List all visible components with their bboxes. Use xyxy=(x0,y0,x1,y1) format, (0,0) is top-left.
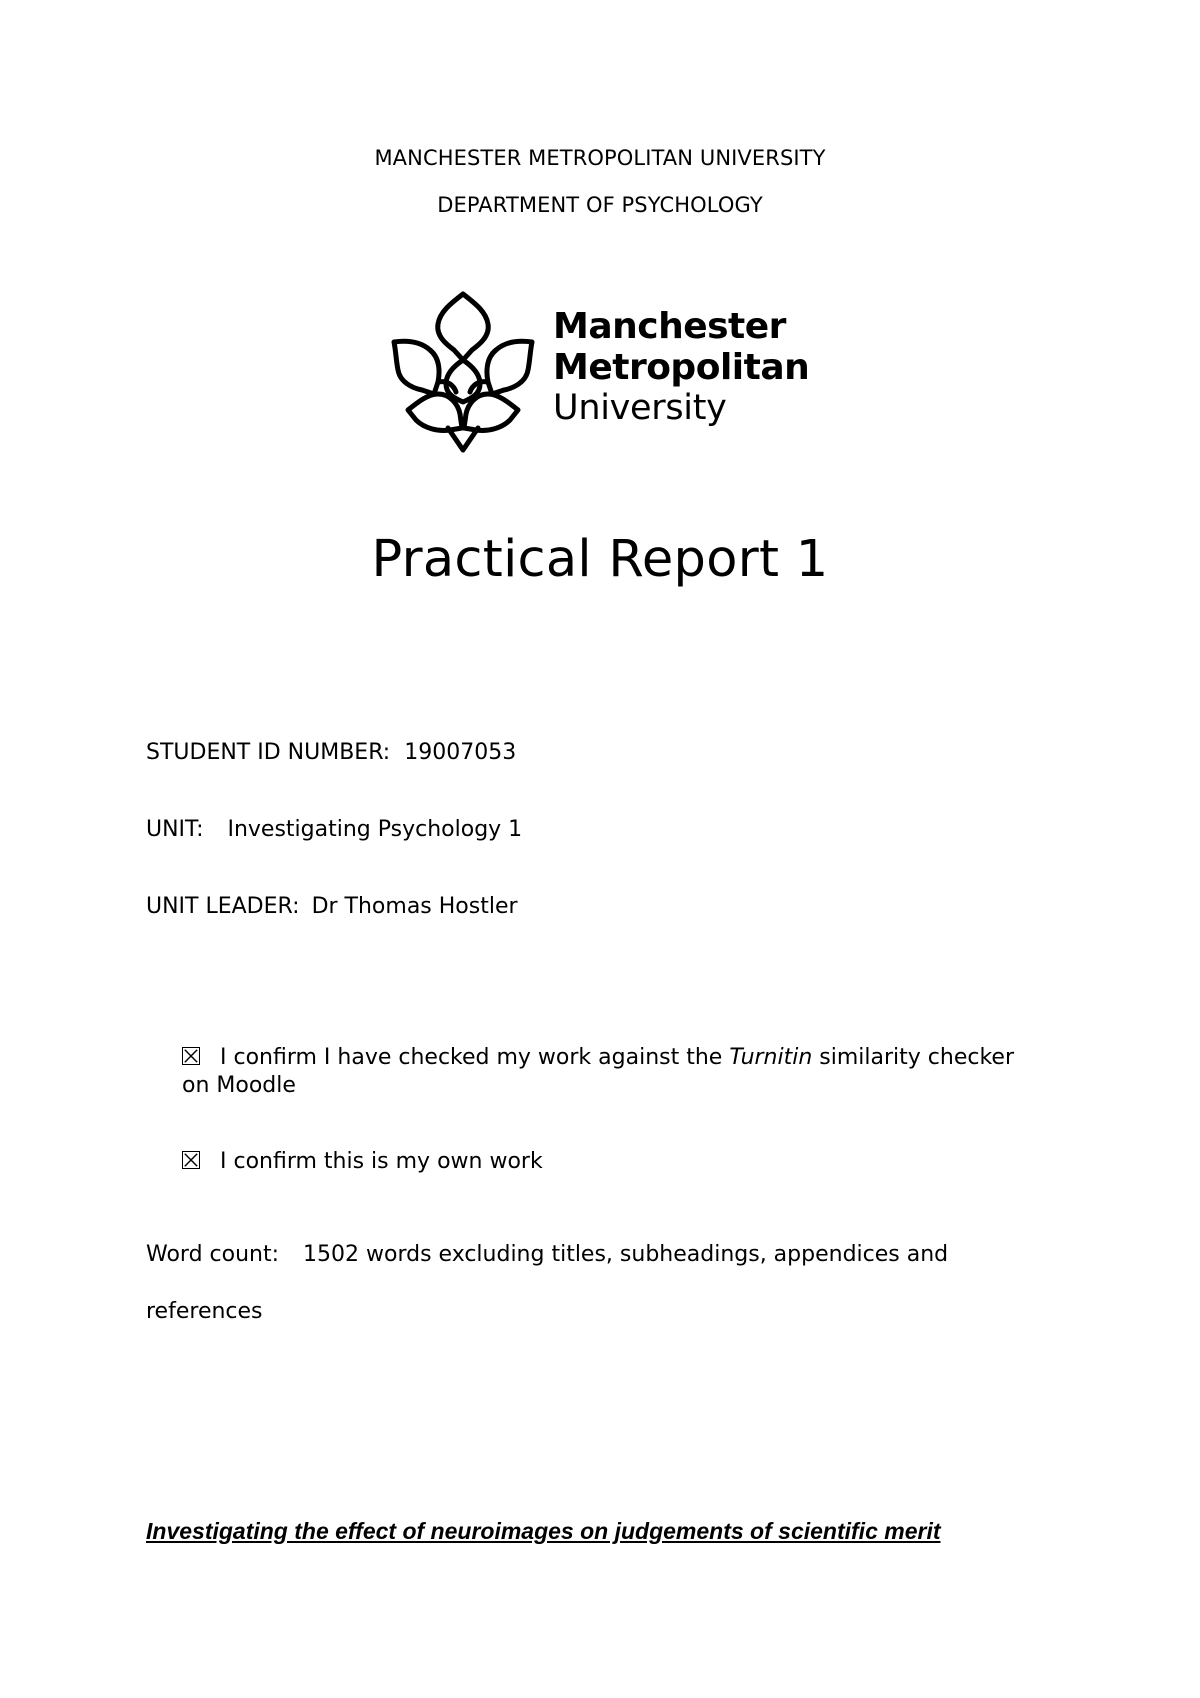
student-id-field xyxy=(146,740,516,765)
turnitin-text-italic: Turnitin xyxy=(729,1045,813,1070)
unit-label: UNIT: xyxy=(146,817,204,842)
checked-box-icon[interactable] xyxy=(182,1047,200,1065)
turnitin-text-post: similarity checker on Moodle xyxy=(182,1045,1015,1098)
turnitin-text-pre: I confirm I have checked my work against the xyxy=(220,1045,730,1070)
paper-title: Investigating the effect of neuroimages on judgements of scientific merit xyxy=(146,1518,941,1544)
university-logo xyxy=(388,290,828,460)
unit-leader-field xyxy=(146,894,518,919)
logo-wordmark xyxy=(553,306,809,429)
university-name: MANCHESTER METROPOLITAN UNIVERSITY xyxy=(374,146,826,170)
logo-line-3: University xyxy=(553,388,727,428)
unit-value: Investigating Psychology 1 xyxy=(227,817,523,842)
department-name: DEPARTMENT OF PSYCHOLOGY xyxy=(437,193,763,217)
unit-field xyxy=(146,817,522,842)
own-work-text: I confirm this is my own work xyxy=(220,1149,543,1174)
own-work-confirmation xyxy=(182,1148,1042,1176)
unit-leader-value: Dr Thomas Hostler xyxy=(311,894,518,919)
word-count-value: 1502 words excluding titles, subheadings, appendices and references xyxy=(146,1242,949,1324)
logo-line-2: Metropolitan xyxy=(553,347,810,388)
unit-leader-label: UNIT LEADER: xyxy=(146,894,300,919)
turnitin-confirmation xyxy=(182,1044,1042,1100)
mmu-flower-logo-icon xyxy=(388,290,538,455)
checked-box-icon[interactable] xyxy=(182,1151,200,1169)
student-id-label: STUDENT ID NUMBER: xyxy=(146,740,391,765)
word-count xyxy=(146,1226,1046,1340)
report-title: Practical Report 1 xyxy=(371,530,829,589)
logo-line-1: Manchester xyxy=(553,306,786,347)
word-count-label: Word count: xyxy=(146,1242,280,1267)
student-id-value: 19007053 xyxy=(404,740,517,765)
